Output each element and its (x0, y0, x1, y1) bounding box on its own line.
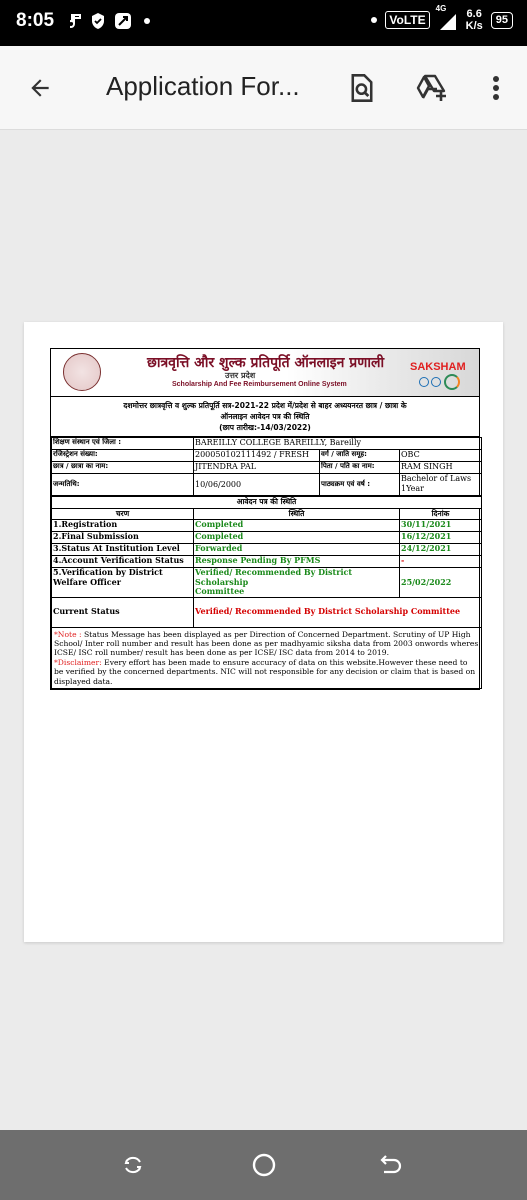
recents-button[interactable] (120, 1152, 146, 1178)
father-name-label: पिता / पति का नाम: (320, 462, 400, 474)
note-row (52, 627, 482, 688)
category-label: वर्ग / जाति समूह: (320, 450, 400, 462)
find-in-page-button[interactable] (344, 70, 380, 106)
home-button[interactable] (251, 1152, 277, 1178)
app-square-icon (114, 12, 132, 30)
dob-label: जन्मतिथि: (52, 474, 194, 496)
stage-name: 1.Registration (52, 520, 194, 532)
print-date: (छाप तारीख:-14/03/2022) (219, 423, 311, 432)
disclaimer-tag: *Disclaimer: (54, 657, 102, 667)
arrow-back-icon (27, 75, 53, 101)
note-cell (52, 627, 482, 688)
stage-status: Completed (194, 520, 400, 532)
stage-status (194, 568, 400, 598)
column-header-status: स्थिति (194, 509, 400, 520)
column-header-stage: चरण (52, 509, 194, 520)
up-emblem-logo (63, 353, 101, 391)
father-name-value: RAM SINGH (400, 462, 482, 474)
institute-value: BAREILLY COLLEGE BAREILLY, Bareilly (194, 438, 482, 450)
stage-name: 4.Account Verification Status (52, 556, 194, 568)
more-options-button[interactable] (478, 70, 514, 106)
status-section-title: आवेदन पत्र की स्थिति (52, 497, 482, 509)
stage-date: 30/11/2021 (400, 520, 482, 532)
current-status-label: Current Status (52, 597, 194, 627)
stage-status: Forwarded (194, 544, 400, 556)
speed-unit: K/s (465, 20, 483, 32)
dot-icon (144, 18, 150, 24)
volte-badge: VoLTE (385, 11, 429, 29)
stage-name-line: 5.Verification by District (53, 567, 163, 577)
course-year: 1Year (401, 483, 425, 493)
recents-icon (121, 1153, 145, 1177)
status-table (51, 496, 482, 689)
shield-check-icon (90, 12, 106, 30)
partner-logo (419, 377, 429, 387)
table-row (52, 568, 482, 598)
back-button[interactable] (22, 70, 58, 106)
network-speed (466, 8, 483, 32)
add-to-drive-button[interactable] (414, 70, 450, 106)
student-details-table (51, 437, 482, 496)
table-row (52, 544, 482, 556)
more-vert-icon (492, 75, 500, 101)
find-in-page-icon (348, 73, 376, 103)
student-name-value: JITENDRA PAL (194, 462, 320, 474)
stage-status-line: Verified/ Recommended By District Scholarship (195, 567, 353, 587)
note-text: Status Message has been displayed as per Direction of Concerned Department. Scrutiny of UP High School/ Inter roll number and result has been done as per madhyamic siksha data from 2003 onwords wheres ICSE/ ISC roll number/ result has been done as per ICSE/ ISC data from 2014 to 2019. (54, 629, 479, 658)
form-title-english: Scholarship And Fee Reimbursement Online System (172, 381, 347, 388)
stage-date: - (400, 556, 482, 568)
stage-date: 25/02/2022 (400, 568, 482, 598)
table-row (52, 556, 482, 568)
table-row (52, 520, 482, 532)
back-nav-icon (378, 1153, 404, 1177)
category-value: OBC (400, 450, 482, 462)
app-bar (0, 46, 527, 130)
course-label: पाठ्यक्रम एवं वर्ष : (320, 474, 400, 496)
current-status-row (52, 597, 482, 627)
home-circle-icon (251, 1152, 277, 1178)
notice-header (51, 397, 479, 437)
music-note-icon (70, 13, 82, 29)
notification-icons (70, 12, 150, 30)
note-tag: *Note : (54, 629, 82, 639)
digital-india-logo (444, 374, 460, 390)
table-row (52, 532, 482, 544)
clock: 8:05 (16, 10, 55, 31)
notice-line: ऑनलाइन आवेदन पत्र की स्थिति (220, 412, 310, 421)
stage-name: 3.Status At Institution Level (52, 544, 194, 556)
battery-indicator: 95 (491, 12, 513, 29)
stage-status-line: Committee (195, 586, 245, 596)
registration-label: रजिस्ट्रेशन संख्या: (52, 450, 194, 462)
speed-value: 6.6 (466, 8, 482, 20)
stage-status: Completed (194, 532, 400, 544)
saksham-brand: SAKSHAM (410, 361, 466, 373)
column-header-date: दिनांक (400, 509, 482, 520)
dot-icon (371, 17, 377, 23)
dob-value: 10/06/2000 (194, 474, 320, 496)
student-name-label: छात्र / छात्रा का नाम: (52, 462, 194, 474)
form-header (51, 349, 479, 397)
page-title: Application For... (106, 71, 300, 101)
stage-name: 2.Final Submission (52, 532, 194, 544)
stage-name (52, 568, 194, 598)
status-bar (0, 0, 527, 46)
registration-value: 200050102111492 / FRESH (194, 450, 320, 462)
application-status-form (50, 348, 480, 690)
stage-date: 24/12/2021 (400, 544, 482, 556)
system-icons (371, 4, 513, 32)
document-page[interactable] (24, 322, 503, 942)
course-value (400, 474, 482, 496)
form-title-hindi: छात्रवृत्ति और शुल्क प्रतिपूर्ति ऑनलाइन प्रणाली (147, 355, 385, 371)
partner-logo (431, 377, 441, 387)
current-status-value: Verified/ Recommended By District Scholarship Committee (194, 597, 482, 627)
signal-icon (435, 4, 458, 30)
disclaimer-text: Every effort has been made to ensure accuracy of data on this website.However these need to be verified by the concerned departments. NIC will not responsible for any decision or claim that is based on displayed data. (54, 657, 476, 686)
back-nav-button[interactable] (378, 1152, 404, 1178)
course-name: Bachelor of Laws (401, 474, 472, 483)
notice-line: दशमोत्तर छात्रवृत्ति व शुल्क प्रतिपूर्ति सत्र-2021-22 प्रदेश में/प्रदेश से बाहर अध्ययनरत छात्र / छात्रा के (123, 401, 407, 410)
add-to-drive-icon (415, 73, 449, 103)
institute-label: शिक्षण संस्थान एवं जिला : (52, 438, 194, 450)
stage-name-line: Welfare Officer (53, 576, 121, 587)
stage-date: 16/12/2021 (400, 532, 482, 544)
navigation-bar (0, 1130, 527, 1200)
stage-status: Response Pending By PFMS (194, 556, 400, 568)
network-gen-label: 4G (435, 4, 447, 13)
state-name-hindi: उत्तर प्रदेश (225, 371, 256, 380)
